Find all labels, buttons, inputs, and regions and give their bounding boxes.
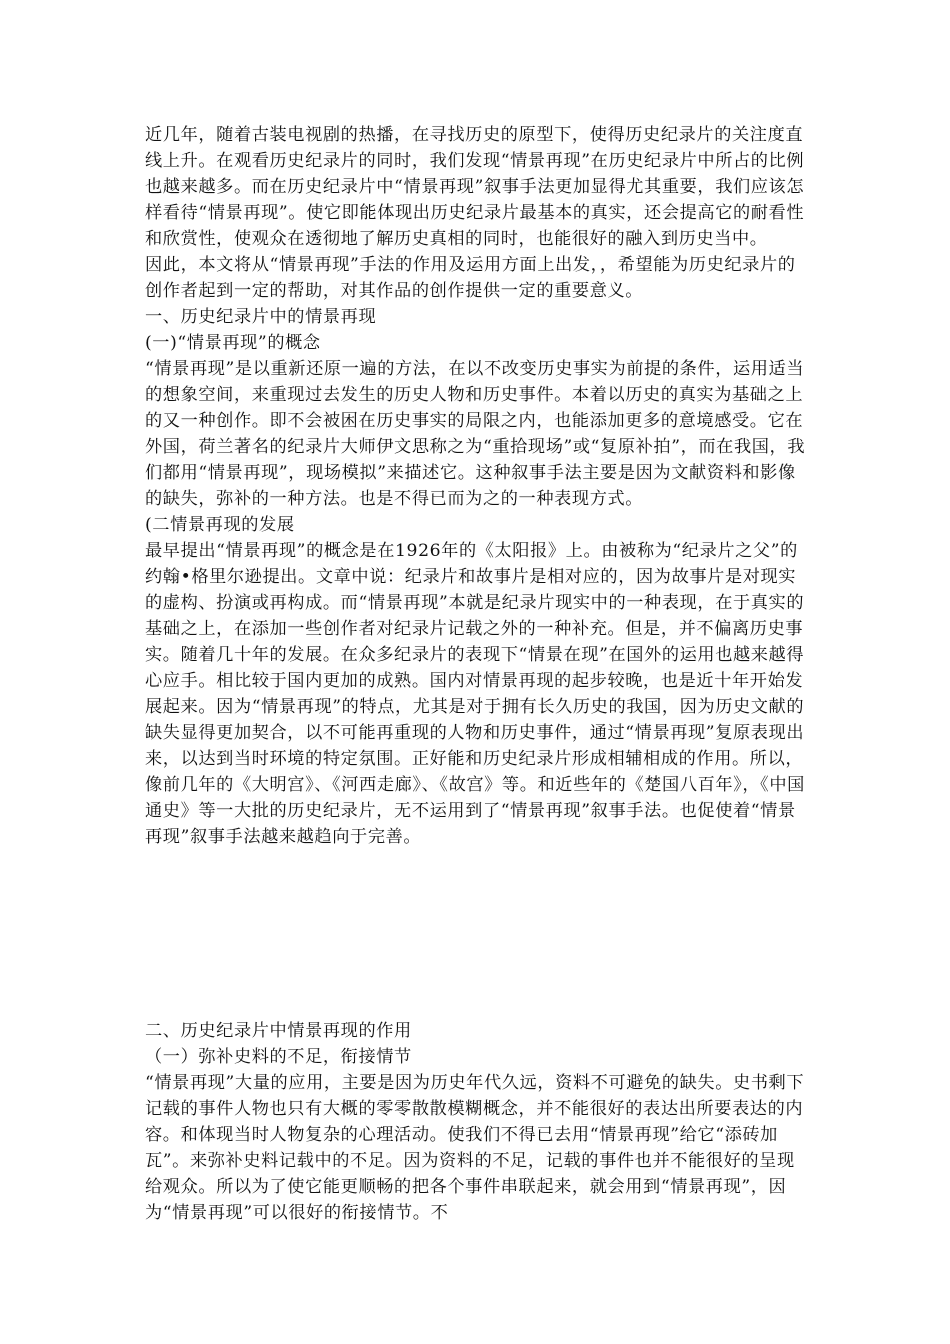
- chapter-heading-1: 一、历史纪录片中的情景再现: [145, 307, 377, 327]
- subheading-development: (二情景再现的发展: [145, 515, 295, 535]
- subheading-supplement: （一）弥补史料的不足，衔接情节: [145, 1047, 412, 1067]
- document-body-section-2: [145, 1018, 810, 1226]
- subheading-concept: (一)“情景再现”的概念: [145, 333, 321, 353]
- chapter-heading-2: 二、历史纪录片中情景再现的作用: [145, 1021, 412, 1041]
- document-body-section-1: [145, 122, 810, 850]
- supplement-paragraph: “情景再现”大量的应用，主要是因为历史年代久远，资料不可避免的缺失。史书剩下记载的事件人物也只有大概的零零散散模糊概念，并不能很好的表达出所要表达的内容。和体现当时人物复杂的心理活动。使我们不得已去用“情景再现”给它“添砖加瓦”。来弥补史料记载中的不足。因为资料的不足，记载的事件也并不能很好的呈现给观众。所以为了使它能更顺畅的把各个事件串联起来，就会用到“情景再现”，因为“情景再现”可以很好的衔接情节。不: [145, 1073, 805, 1223]
- concept-paragraph: “情景再现”是以重新还原一遍的方法，在以不改变历史事实为前提的条件，运用适当的想象空间，来重现过去发生的历史人物和历史事件。本着以历史的真实为基础之上的又一种创作。即不会被困在历史事实的局限之内，也能添加更多的意境感受。它在外国，荷兰著名的纪录片大师伊文思称之为“重拾现场”或“复原补拍”，而在我国，我们都用“情景再现”，现场模拟”来描述它。这种叙事手法主要是因为文献资料和影像的缺失，弥补的一种方法。也是不得已而为之的一种表现方式。: [145, 359, 806, 509]
- purpose-paragraph: 因此，本文将从“情景再现”手法的作用及运用方面上出发，，希望能为历史纪录片的创作者起到一定的帮助，对其作品的创作提供一定的重要意义。: [145, 255, 796, 301]
- intro-paragraph: 近几年，随着古装电视剧的热播，在寻找历史的原型下，使得历史纪录片的关注度直线上升。在观看历史纪录片的同时，我们发现“情景再现”在历史纪录片中所占的比例也越来越多。而在历史纪录片中“情景再现”叙事手法更加显得尤其重要，我们应该怎样看待“情景再现”。使它即能体现出历史纪录片最基本的真实，还会提高它的耐看性和欣赏性，使观众在透彻地了解历史真相的同时，也能很好的融入到历史当中。: [145, 125, 805, 249]
- development-paragraph: 最早提出“情景再现”的概念是在1926年的《太阳报》上。由被称为“纪录片之父”的约翰•格里尔逊提出。文章中说：纪录片和故事片是相对应的，因为故事片是对现实的虚构、扮演或再构成。而“情景再现”本就是纪录片现实中的一种表现，在于真实的基础之上，在添加一些创作者对纪录片记载之外的一种补充。但是，并不偏离历史事实。随着几十年的发展。在众多纪录片的表现下“情景在现”在国外的运用也越来越得心应手。相比较于国内更加的成熟。国内对情景再现的起步较晚，也是近十年开始发展起来。因为“情景再现”的特点，尤其是对于拥有长久历史的我国，因为历史文献的缺失显得更加契合，以不可能再重现的人物和历史事件，通过“情景再现”复原表现出来，以达到当时环境的特定氛围。正好能和历史纪录片形成相辅相成的作用。所以，像前几年的《大明宫》、《河西走廊》、《故宫》等。和近些年的《楚国八百年》，《中国通史》等一大批的历史纪录片，无不运用到了“情景再现”叙事手法。也促使着“情景再现”叙事手法越来越趋向于完善。: [145, 541, 805, 847]
